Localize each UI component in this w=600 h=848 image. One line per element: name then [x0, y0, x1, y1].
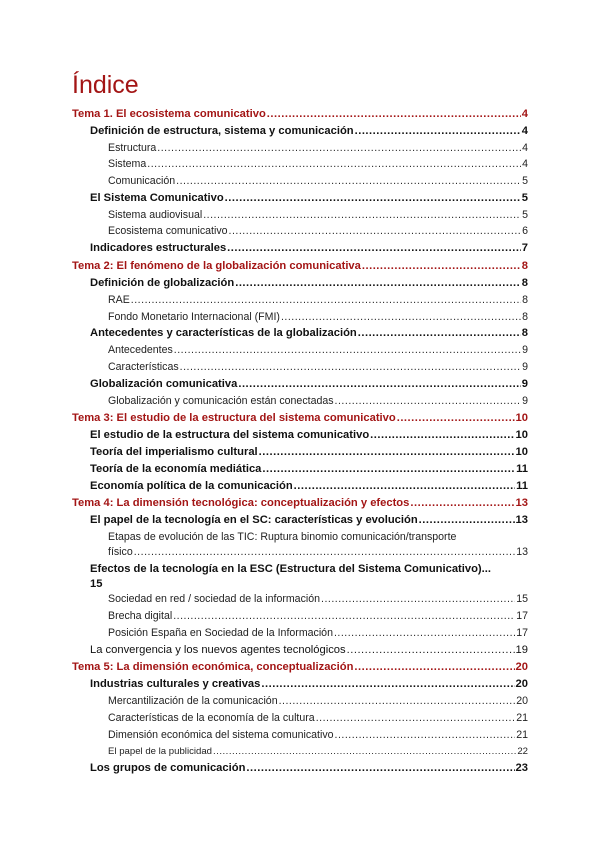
toc-entry[interactable]: Teoría del imperialismo cultural ..... 10: [90, 446, 528, 458]
toc-entry[interactable]: RAE ..... 8: [108, 294, 528, 306]
toc-entry[interactable]: Etapas de evolución de las TIC: Ruptura binomio comunicación/transporte físico ..... 13: [108, 530, 528, 560]
toc-entry[interactable]: El Sistema Comunicativo ..... 5: [90, 192, 528, 204]
toc-page-number: 17: [516, 627, 528, 639]
toc-page-number: 23: [515, 762, 528, 774]
toc-entry[interactable]: El papel de la tecnología en el SC: características y evolución ..... 13: [90, 514, 528, 526]
toc-entry[interactable]: Sociedad en red / sociedad de la información ..... 15: [108, 593, 528, 605]
toc-entry-tema-3[interactable]: Tema 3: El estudio de la estructura del sistema comunicativo ..... 10: [72, 412, 528, 424]
toc-page-number: 8: [521, 260, 528, 272]
toc-entry[interactable]: Sistema ..... 4: [108, 158, 528, 170]
toc-entry[interactable]: Los grupos de comunicación ..... 23: [90, 762, 528, 774]
toc-page-number: 6: [522, 225, 528, 237]
toc-page-number: 11: [516, 480, 528, 492]
toc-page-number: 9: [522, 395, 528, 407]
toc-entry[interactable]: Globalización y comunicación están conectadas ..... 9: [108, 395, 528, 407]
toc-entry-tema-5[interactable]: Tema 5: La dimensión económica, conceptualización ..... 20: [72, 661, 528, 673]
toc-page-number: 15: [516, 593, 528, 605]
toc-entry[interactable]: Antecedentes y características de la globalización ..... 8: [90, 327, 528, 339]
toc-page-number: 19: [515, 644, 528, 656]
toc-page-number: 20: [515, 678, 528, 690]
toc-page-number: 11: [516, 463, 528, 475]
toc-page-number: 10: [515, 446, 528, 458]
toc-page-number: 13: [515, 514, 528, 526]
toc-page-number: 4: [521, 125, 528, 137]
toc-page-number: 4: [522, 158, 528, 170]
toc-page-number: 9: [522, 344, 528, 356]
toc-page-number: 13: [515, 497, 528, 509]
toc-entry[interactable]: Efectos de la tecnología en la ESC (Estructura del Sistema Comunicativo)... 15: [90, 562, 528, 592]
toc-page-number: 10: [515, 412, 528, 424]
toc-entry[interactable]: Antecedentes ..... 9: [108, 344, 528, 356]
toc-entry[interactable]: Teoría de la economía mediática ..... 11: [90, 463, 528, 475]
toc-entry[interactable]: Economía política de la comunicación ..... 11: [90, 480, 528, 492]
toc-page-number: 22: [517, 746, 528, 757]
toc-page-number: 13: [516, 546, 528, 558]
toc-page-number: 4: [521, 108, 528, 120]
toc-page-number: 21: [516, 712, 528, 724]
toc-entry[interactable]: Fondo Monetario Internacional (FMI) ..... 8: [108, 311, 528, 323]
page-title: Índice: [72, 71, 139, 99]
toc-page-number: 5: [522, 175, 528, 187]
toc-page-number: 9: [521, 378, 528, 390]
toc-page-number: 9: [522, 361, 528, 373]
toc-page-number: 20: [516, 695, 528, 707]
toc-page-number: 5: [522, 209, 528, 221]
toc-entry[interactable]: El estudio de la estructura del sistema comunicativo ..... 10: [90, 429, 528, 441]
toc-page-number: 15: [90, 578, 103, 590]
toc-page-number: 7: [521, 242, 528, 254]
toc-page-number: 21: [516, 729, 528, 741]
toc-entry[interactable]: Comunicación ..... 5: [108, 175, 528, 187]
toc-entry[interactable]: Características ..... 9: [108, 361, 528, 373]
toc-entry[interactable]: Estructura ..... 4: [108, 142, 528, 154]
toc-page-number: 8: [522, 294, 528, 306]
toc-entry[interactable]: Sistema audiovisual ..... 5: [108, 209, 528, 221]
toc-entry[interactable]: Definición de globalización ..... 8: [90, 277, 528, 289]
toc-page-number: 8: [522, 311, 528, 323]
toc-page-number: 4: [522, 142, 528, 154]
toc-page-number: 5: [521, 192, 528, 204]
toc-page-number: 8: [521, 277, 528, 289]
toc-entry[interactable]: Mercantilización de la comunicación ..... 20: [108, 695, 528, 707]
toc-entry[interactable]: Definición de estructura, sistema y comunicación ..... 4: [90, 125, 528, 137]
toc-page-number: 17: [516, 610, 528, 622]
toc-page-number: 10: [515, 429, 528, 441]
toc-entry[interactable]: Globalización comunicativa ..... 9: [90, 378, 528, 390]
toc-entry[interactable]: La convergencia y los nuevos agentes tecnológicos ..... 19: [90, 644, 528, 656]
toc-entry[interactable]: Ecosistema comunicativo ..... 6: [108, 225, 528, 237]
toc-entry[interactable]: Dimensión económica del sistema comunicativo ..... 21: [108, 729, 528, 741]
toc-page-number: 20: [515, 661, 528, 673]
toc-page-number: 8: [521, 327, 528, 339]
toc-entry-tema-2[interactable]: Tema 2: El fenómeno de la globalización comunicativa ..... 8: [72, 260, 528, 272]
toc-entry[interactable]: Características de la economía de la cultura ..... 21: [108, 712, 528, 724]
toc-entry[interactable]: El papel de la publicidad ..... 22: [108, 746, 528, 757]
toc-entry[interactable]: Industrias culturales y creativas ..... 20: [90, 678, 528, 690]
toc-entry-tema-4[interactable]: Tema 4: La dimensión tecnológica: conceptualización y efectos ..... 13: [72, 497, 528, 509]
toc-entry[interactable]: Posición España en Sociedad de la Información ..... 17: [108, 627, 528, 639]
toc-entry[interactable]: Brecha digital ..... 17: [108, 610, 528, 622]
toc-entry[interactable]: Indicadores estructurales ..... 7: [90, 242, 528, 254]
toc-entry-tema-1[interactable]: Tema 1. El ecosistema comunicativo ..... 4: [72, 108, 528, 120]
